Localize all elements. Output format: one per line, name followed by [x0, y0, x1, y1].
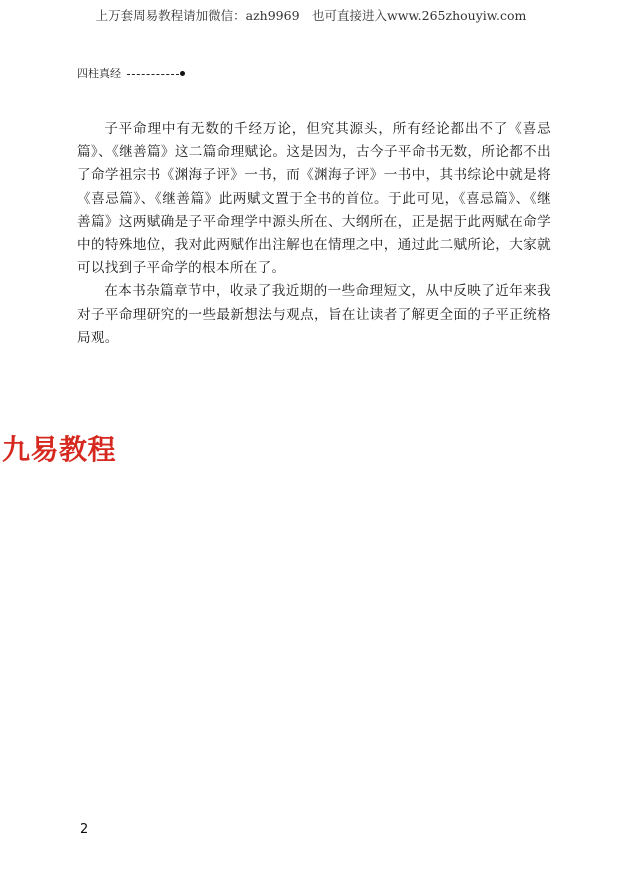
watermark-logo: 九易教程 — [2, 433, 117, 466]
top-notice: 上万套周易教程请加微信：azh9969 也可直接进入www.265zhouyiw.com — [95, 8, 527, 23]
running-header-title: 四柱真经 — [77, 67, 121, 80]
header-rule — [127, 74, 179, 75]
paragraph: 子平命理中有无数的千经万论，但究其源头，所有经论都出不了《喜忌篇》、《继善篇》这二篇命理赋论。这是因为，古今子平命书无数，所论都不出了命学祖宗书《渊海子评》一书，而《渊海子评》一书中，其书综论中就是将《喜忌篇》、《继善篇》此两赋文置于全书的首位。于此可见，《喜忌篇》、《继善篇》这两赋确是子平命理学中源头所在、大纲所在，正是据于此两赋在命学中的特殊地位，我对此两赋作出注解也在情理之中，通过此二赋所论，大家就可以找到子平命学的根本所在了。 — [77, 121, 551, 277]
page-number: 2 — [80, 822, 89, 837]
body-text — [77, 118, 551, 350]
paragraph: 在本书杂篇章节中，收录了我近期的一些命理短文，从中反映了近年来我对子平命理研究的一些最新想法与观点，旨在让读者了解更全面的子平正统格局观。 — [77, 283, 551, 346]
header-dot-icon — [180, 71, 185, 76]
running-header — [77, 65, 185, 81]
